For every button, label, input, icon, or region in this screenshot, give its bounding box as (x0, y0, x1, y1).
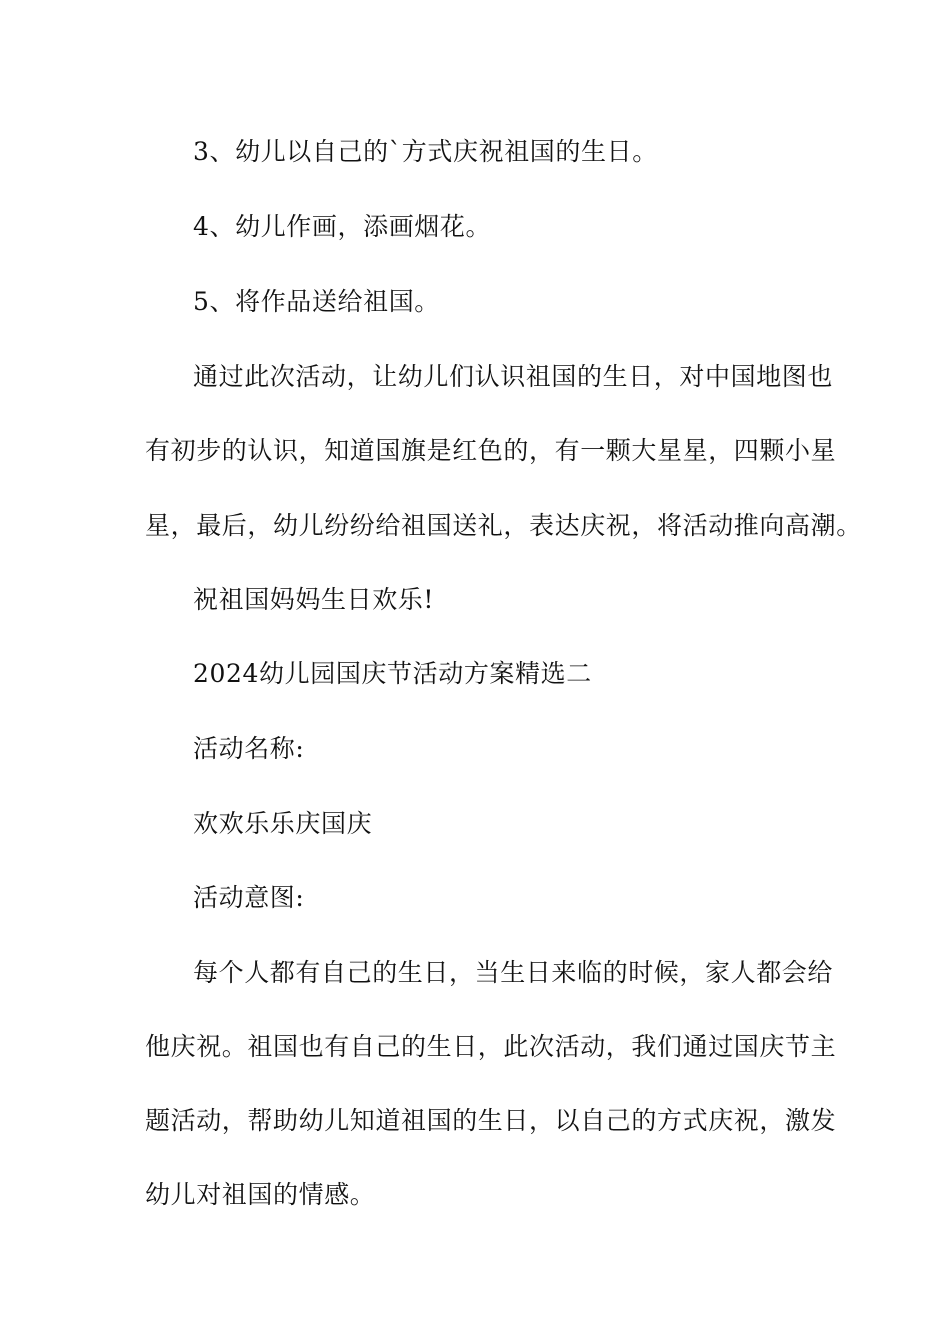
list-item-5: 5、将作品送给祖国。 (193, 287, 440, 316)
list-item-3: 3、幼儿以自己的`方式庆祝祖国的生日。 (193, 137, 658, 166)
paragraph-intent-line-2: 他庆祝。祖国也有自己的生日，此次活动，我们通过国庆节主 (145, 1032, 837, 1061)
activity-name-label: 活动名称: (193, 734, 305, 763)
paragraph-intent-line-4: 幼儿对祖国的情感。 (145, 1180, 376, 1209)
activity-name-value: 欢欢乐乐庆国庆 (193, 809, 373, 838)
paragraph-intent-line-3: 题活动，帮助幼儿知道祖国的生日，以自己的方式庆祝，激发 (145, 1106, 837, 1135)
list-item-4: 4、幼儿作画，添画烟花。 (193, 212, 492, 241)
section-heading: 2024幼儿园国庆节活动方案精选二 (193, 659, 592, 688)
paragraph-intent-line-1: 每个人都有自己的生日，当生日来临的时候，家人都会给 (193, 958, 834, 987)
paragraph-summary-line-3: 星，最后，幼儿纷纷给祖国送礼，表达庆祝，将活动推向高潮。 (145, 511, 862, 540)
closing-wish: 祝祖国妈妈生日欢乐! (193, 585, 435, 614)
paragraph-summary-line-2: 有初步的认识，知道国旗是红色的，有一颗大星星，四颗小星 (145, 436, 837, 465)
paragraph-summary-line-1: 通过此次活动，让幼儿们认识祖国的生日，对中国地图也 (193, 362, 834, 391)
activity-intent-label: 活动意图: (193, 883, 305, 912)
